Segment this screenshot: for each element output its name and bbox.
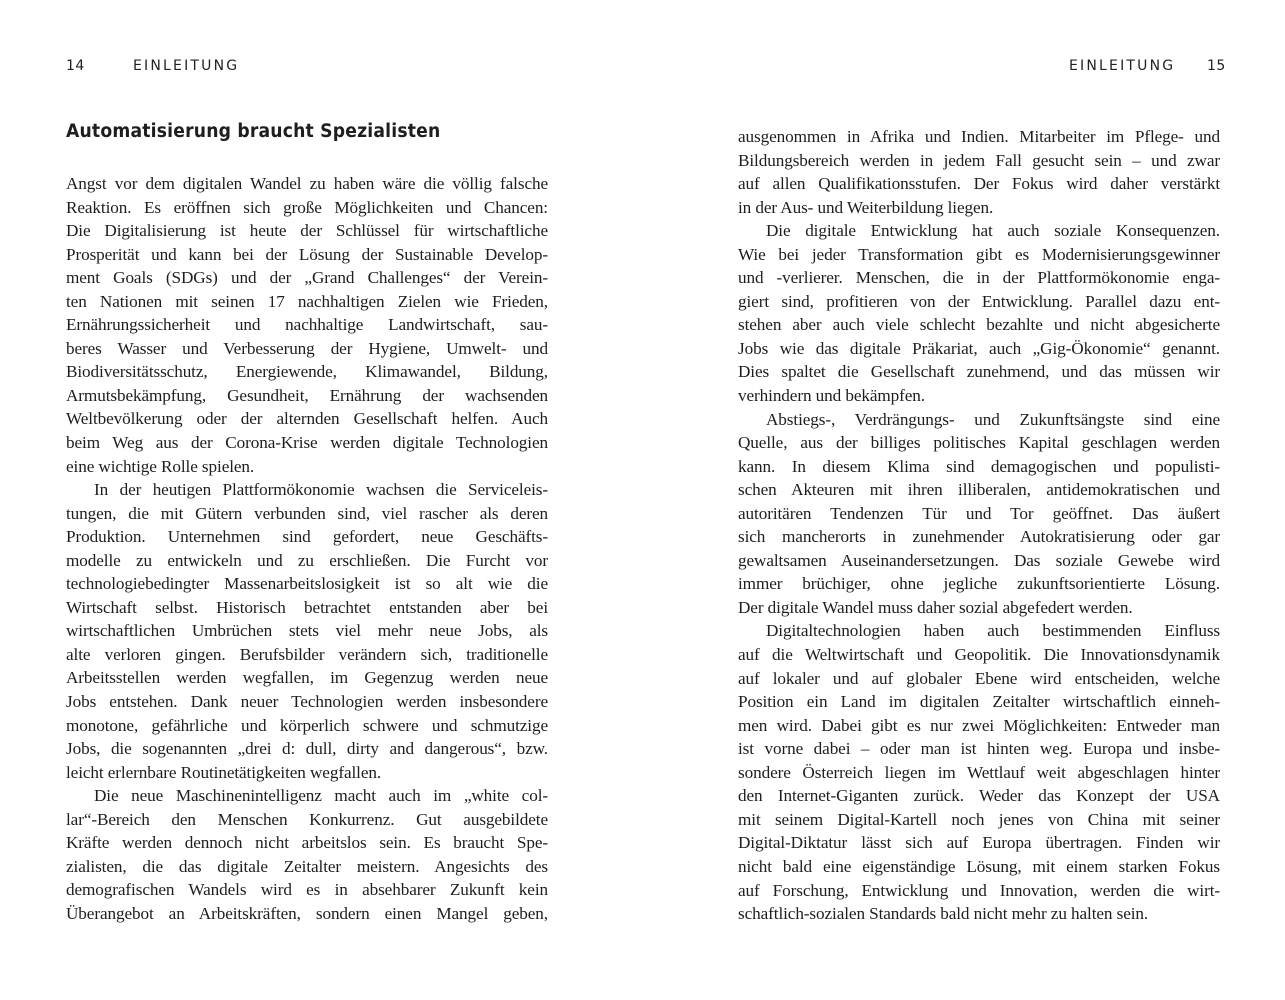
text-line: Jobs, die sogenannten „drei d: dull, dirty and dangerous“, bzw. [66,739,548,759]
text-line: monotone, gefährliche und körperlich schwere und schmutzige [66,715,548,735]
text-line: Ernährungssicherheit und nachhaltige Landwirtschaft, sau- [66,315,548,335]
text-line: Jobs wie das digitale Präkariat, auch „Gig-Ökonomie“ genannt. [738,338,1220,358]
text-line: Kräfte werden dennoch nicht arbeitslos sein. Es braucht Spe- [66,833,548,853]
text-line: Produktion. Unternehmen sind gefordert, neue Geschäfts- [66,527,548,547]
text-line: ten Nationen mit seinen 17 nachhaltigen Zielen wie Frieden, [66,291,548,311]
text-line: Angst vor dem digitalen Wandel zu haben wäre die völlig falsche [66,174,548,193]
text-line: tungen, die mit Gütern verbunden sind, viel rascher als deren [66,503,548,523]
text-line: Der digitale Wandel muss daher sozial abgefedert werden. [738,597,1133,617]
text-line: eine wichtige Rolle spielen. [66,456,255,476]
text-line: Position ein Land im digitalen Zeitalter wirtschaftlich einneh- [738,692,1220,712]
text-line: beim Weg aus der Corona-Krise werden digitale Technologien [66,433,548,453]
text-line: Die neue Maschinenintelligenz macht auch im „white col- [94,786,548,806]
running-head-left: EINLEITUNG [133,58,240,74]
text-line: Wirtschaft selbst. Historisch betrachtet entstanden aber bei [66,597,548,617]
text-line: Prosperität und kann bei der Lösung der Sustainable Develop- [66,244,548,264]
right-body-text [738,125,1220,926]
text-line: kann. In diesem Klima sind demagogischen und populisti- [738,456,1220,476]
text-line: Digitaltechnologien haben auch bestimmenden Einfluss [766,621,1220,641]
text-line: schaftlich-sozialen Standards bald nicht mehr zu halten sein. [738,904,1149,924]
text-line: sondere Österreich liegen im Wettlauf weit abgeschlagen hinter [738,762,1220,782]
text-line: sich mancherorts in zunehmender Autokratisierung oder gar [738,527,1220,547]
text-line: Quelle, aus der billiges politisches Kapital geschlagen werden [738,433,1220,453]
text-line: in der Aus- und Weiterbildung liegen. [738,197,994,217]
text-line: stehen aber auch viele schlecht bezahlte und nicht abgesicherte [738,315,1220,335]
text-line: schen Akteuren mit ihren illiberalen, antidemokratischen und [738,480,1220,500]
text-line: Jobs entstehen. Dank neuer Technologien werden insbesondere [66,692,548,712]
right-page [642,0,1284,1000]
text-line: lar“-Bereich den Menschen Konkurrenz. Gut ausgebildete [66,809,548,829]
text-line: zialisten, die das digitale Zeitalter meistern. Angesichts des [66,856,548,876]
text-line: technologiebedingter Massenarbeitslosigkeit ist so alt wie die [66,574,548,594]
text-line: Digital-Diktatur lässt sich auf Europa übertragen. Finden wir [738,833,1220,853]
text-line: modelle zu entwickeln und zu erschließen. Die Furcht vor [66,550,548,570]
running-head-right: EINLEITUNG [1069,58,1176,74]
text-line: Wie bei jeder Transformation gibt es Modernisierungsgewinner [738,244,1220,264]
text-line: autoritären Tendenzen Tür und Tor geöffnet. Das äußert [738,503,1220,523]
text-line: leicht erlernbare Routinetätigkeiten wegfallen. [66,762,382,782]
text-line: ausgenommen in Afrika und Indien. Mitarbeiter im Pflege- und [738,127,1220,146]
text-line: demografischen Wandels wird es in absehbarer Zukunft kein [66,880,548,900]
text-line: und -verlierer. Menschen, die in der Plattformökonomie enga- [738,268,1220,288]
text-line: auf die Weltwirtschaft und Geopolitik. Die Innovationsdynamik [738,645,1220,665]
text-line: gewaltsamen Auseinandersetzungen. Das soziale Gewebe wird [738,550,1220,570]
text-line: ment Goals (SDGs) und der „Grand Challenges“ der Verein- [66,268,548,288]
text-line: Dies spaltet die Gesellschaft zunehmend, und das müssen wir [738,362,1220,382]
text-line: wirtschaftlichen Umbrüchen stets viel mehr neue Jobs, als [66,621,548,641]
text-line: nicht bald eine eigenständige Lösung, mit einem starken Fokus [738,856,1220,876]
section-heading: Automatisierung braucht Spezialisten [66,121,441,142]
text-line: immer brüchiger, ohne jegliche zukunftsorientierte Lösung. [738,574,1220,594]
text-line: auf lokaler und auf globaler Ebene wird entscheiden, welche [738,668,1220,688]
text-line: mit seinem Digital-Kartell noch jenes von China mit seiner [738,809,1220,829]
text-line: auf Forschung, Entwicklung und Innovation, werden die wirt- [738,880,1220,900]
text-line: den Internet-Giganten zurück. Weder das Konzept der USA [738,786,1220,806]
left-page [0,0,642,1000]
text-line: Abstiegs-, Verdrängungs- und Zukunftsängste sind eine [766,409,1220,429]
text-line: Die digitale Entwicklung hat auch soziale Konsequenzen. [766,221,1220,241]
text-line: alte verloren gingen. Berufsbilder verändern sich, traditionelle [66,644,548,664]
text-line: ist vorne dabei – oder man ist hinten weg. Europa und insbe- [738,739,1220,759]
page-number-left: 14 [66,58,85,74]
page-number-right: 15 [1207,58,1226,74]
text-line: Reaktion. Es eröffnen sich große Möglichkeiten und Chancen: [66,197,548,217]
text-line: men wird. Dabei gibt es nur zwei Möglichkeiten: Entweder man [738,715,1220,735]
text-line: Weltbevölkerung oder der alternden Gesellschaft helfen. Auch [66,409,548,429]
text-line: Biodiversitätsschutz, Energiewende, Klimawandel, Bildung, [66,362,548,382]
left-body-text [66,172,548,926]
text-line: verhindern und bekämpfen. [738,386,925,406]
text-line: Arbeitsstellen werden wegfallen, im Gegenzug werden neue [66,668,548,688]
text-line: giert sind, profitieren von der Entwicklung. Parallel dazu ent- [738,291,1220,311]
text-line: In der heutigen Plattformökonomie wachsen die Serviceleis- [94,480,548,500]
text-line: Armutsbekämpfung, Gesundheit, Ernährung der wachsenden [66,385,548,405]
text-line: Überangebot an Arbeitskräften, sondern einen Mangel geben, [66,903,548,923]
text-line: beres Wasser und Verbesserung der Hygiene, Umwelt- und [66,338,548,358]
text-line: Die Digitalisierung ist heute der Schlüssel für wirtschaftliche [66,221,548,241]
text-line: auf allen Qualifikationsstufen. Der Fokus wird daher verstärkt [738,174,1220,194]
text-line: Bildungsbereich werden in jedem Fall gesucht sein – und zwar [738,150,1220,170]
